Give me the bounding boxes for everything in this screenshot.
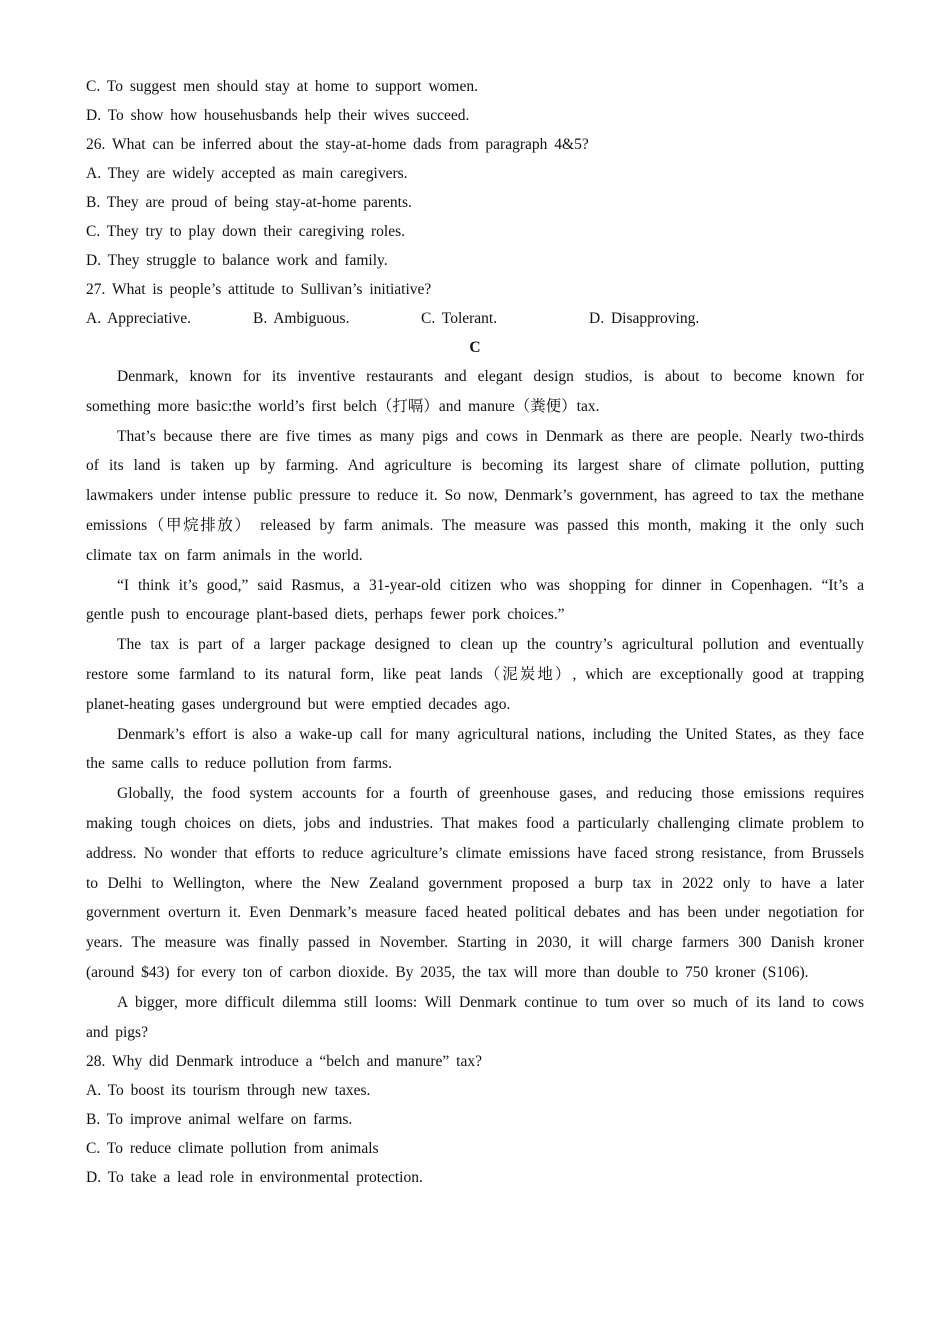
passage-paragraph-1: Denmark, known for its inventive restaurants and elegant design studios, is about to become known for something more basic:the world’s first belch（打嗝）and manure（粪便）tax. (86, 368, 864, 415)
q26-option-b: B. They are proud of being stay-at-home parents. (86, 194, 412, 211)
q27-option-d: D. Disapproving. (589, 310, 700, 327)
q28-option-b: B. To improve animal welfare on farms. (86, 1111, 353, 1129)
q25-option-d: D. To show how househusbands help their wives succeed. (86, 107, 470, 124)
passage-paragraph-2: That’s because there are five times as many pigs and cows in Denmark as there are people. Nearly two-thirds of its land is taken up by farming. And agriculture is becoming its largest share of climate pollution, putting lawmakers under intense public pressure to reduce it. So now, Denmark’s government, has agreed to tax the methane emissions（甲烷排放） released by farm animals. The measure was passed this month, making it the only such climate tax on farm animals in the world. (86, 427, 864, 564)
q26-option-d: D. They struggle to balance work and family. (86, 252, 388, 269)
passage-paragraph-6: Globally, the food system accounts for a fourth of greenhouse gases, and reducing those emissions requires making tough choices on diets, jobs and industries. That makes food a particularly challenging climate problem to address. No wonder that efforts to reduce agriculture’s climate emissions have faced strong resistance, from Brussels to Delhi to Wellington, where the New Zealand government proposed a burp tax in 2022 only to have a later government overturn it. Even Denmark’s measure faced heated political debates and has been under negotiation for years. The measure was finally passed in November. Starting in 2030, it will charge farmers 300 Danish kroner (around $43) for every ton of carbon dioxide. By 2035, the tax will more than double to 750 kroner (S106). (86, 785, 864, 981)
passage-paragraph-4: The tax is part of a larger package designed to clean up the country’s agricultural pollution and eventually restore some farmland to its natural form, like peat lands（泥炭地）, which are exceptionally good at trapping planet-heating gases underground but were emptied decades ago. (86, 636, 864, 713)
q28-stem: 28. Why did Denmark introduce a “belch and manure” tax? (86, 1053, 482, 1071)
passage-title: C (469, 339, 481, 356)
q27-option-b: B. Ambiguous. (253, 310, 350, 327)
q27-stem: 27. What is people’s attitude to Sullivan’s initiative? (86, 281, 432, 298)
q26-option-c: C. They try to play down their caregiving roles. (86, 223, 406, 240)
passage-body (86, 362, 864, 1047)
q26-option-a: A. They are widely accepted as main caregivers. (86, 165, 408, 182)
q25-option-c: C. To suggest men should stay at home to support women. (86, 78, 478, 95)
q28-option-d: D. To take a lead role in environmental protection. (86, 1169, 423, 1187)
q27-option-a: A. Appreciative. (86, 310, 192, 327)
passage-paragraph-5: Denmark’s effort is also a wake-up call for many agricultural nations, including the United States, as they face the same calls to reduce pollution from farms. (86, 725, 864, 773)
q27-option-c: C. Tolerant. (421, 310, 498, 327)
q28-option-a: A. To boost its tourism through new taxes. (86, 1082, 371, 1100)
q28-option-c: C. To reduce climate pollution from animals (86, 1140, 379, 1158)
exam-page (86, 72, 864, 1192)
passage-paragraph-7: A bigger, more difficult dilemma still looms: Will Denmark continue to tum over so much of its land to cows and pigs? (86, 993, 864, 1041)
q26-stem: 26. What can be inferred about the stay-at-home dads from paragraph 4&5? (86, 136, 589, 153)
passage-paragraph-3: “I think it’s good,” said Rasmus, a 31-year-old citizen who was shopping for dinner in Copenhagen. “It’s a gentle push to encourage plant-based diets, perhaps fewer pork choices.” (86, 576, 864, 624)
q27-options (86, 304, 864, 333)
